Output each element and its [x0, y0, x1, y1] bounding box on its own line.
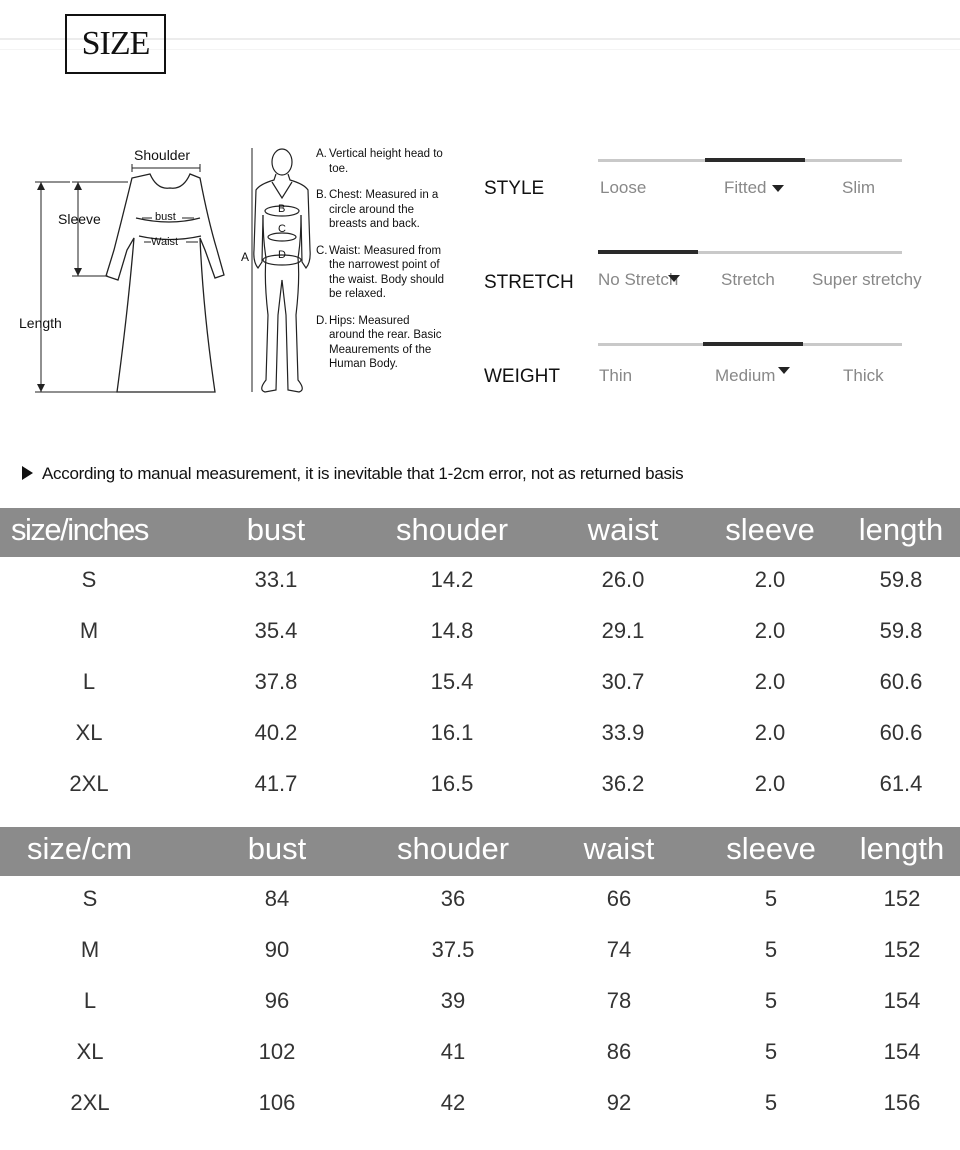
header-sleeve: sleeve — [725, 512, 815, 547]
cell-shoulder: 39 — [440, 988, 466, 1013]
note-b: B. Chest: Measured in a circle around the breasts and back. — [316, 189, 439, 230]
cell-sleeve: 2.0 — [754, 618, 786, 643]
table-row — [0, 659, 960, 710]
cell-size: 2XL — [70, 1090, 110, 1115]
table-row — [0, 557, 960, 608]
cell-sleeve: 5 — [764, 988, 778, 1013]
stretch-option-super: Super stretchy — [812, 270, 922, 289]
weight-option-medium: Medium — [715, 366, 776, 385]
header-length: length — [858, 512, 944, 547]
waist-label: Waist — [151, 236, 179, 248]
cell-waist: 66 — [606, 886, 632, 911]
header-waist: waist — [583, 831, 655, 866]
cell-waist: 26.0 — [601, 567, 645, 592]
cell-shoulder: 15.4 — [430, 669, 474, 694]
cell-shoulder: 16.5 — [430, 771, 474, 796]
cell-bust: 41.7 — [254, 771, 298, 796]
weight-label: WEIGHT — [484, 366, 560, 387]
cell-sleeve: 5 — [764, 937, 778, 962]
header-waist: waist — [587, 512, 659, 547]
cell-bust: 40.2 — [254, 720, 298, 745]
cell-shoulder: 16.1 — [430, 720, 474, 745]
cell-length: 59.8 — [879, 618, 923, 643]
weight-track — [598, 343, 902, 346]
measurement-notes — [316, 147, 446, 384]
cell-shoulder: 37.5 — [431, 937, 475, 962]
sleeve-label: Sleeve — [58, 211, 101, 227]
bust-label: bust — [155, 211, 176, 223]
note-c: C. Waist: Measured from the narrowest point of the waist. Body should be relaxed. — [316, 244, 445, 300]
header-length: length — [859, 831, 945, 866]
cell-size: M — [80, 937, 100, 962]
cell-size: 2XL — [69, 771, 109, 796]
weight-option-thin: Thin — [599, 366, 633, 385]
cell-size: L — [83, 988, 97, 1013]
cell-waist: 92 — [606, 1090, 632, 1115]
table-row — [0, 761, 960, 812]
cell-length: 154 — [883, 1039, 921, 1064]
table-header — [0, 508, 960, 557]
disclaimer: According to manual measurement, it is inevitable that 1-2cm error, not as returned basis — [22, 464, 683, 484]
cell-size: L — [82, 669, 96, 694]
cell-shoulder: 14.8 — [430, 618, 474, 643]
cell-bust: 96 — [264, 988, 290, 1013]
cell-length: 154 — [883, 988, 921, 1013]
cell-size: S — [81, 567, 97, 592]
table-row — [0, 1080, 960, 1131]
cell-length: 60.6 — [879, 720, 923, 745]
cell-waist: 29.1 — [601, 618, 645, 643]
cell-size: S — [82, 886, 98, 911]
style-option-fitted: Fitted — [724, 178, 784, 198]
body-label-c: C — [278, 223, 286, 235]
header-sleeve: sleeve — [726, 831, 816, 866]
weight-meter — [484, 342, 954, 402]
cell-bust: 35.4 — [254, 618, 298, 643]
cell-bust: 33.1 — [254, 567, 298, 592]
stretch-track — [598, 251, 902, 254]
note-a: A. Vertical height head to toe. — [316, 148, 443, 175]
cell-waist: 36.2 — [601, 771, 645, 796]
header-shoulder: shouder — [396, 831, 510, 866]
cell-bust: 84 — [264, 886, 290, 911]
body-label-a: A — [241, 250, 250, 264]
body-label-d: D — [278, 249, 286, 261]
cell-length: 61.4 — [879, 771, 923, 796]
cell-waist: 33.9 — [601, 720, 645, 745]
table-header — [0, 827, 960, 876]
table-row — [0, 608, 960, 659]
style-active-segment — [705, 158, 805, 162]
selected-marker-icon — [772, 185, 784, 192]
header-bust: bust — [247, 831, 307, 866]
selected-marker-icon — [778, 362, 790, 380]
note-d: D. Hips: Measured around the rear. Basic Meaurements of the Human Body. — [316, 314, 442, 370]
cell-size: M — [79, 618, 99, 643]
header-size: size/inches — [11, 512, 148, 547]
cell-bust: 106 — [258, 1090, 296, 1115]
style-option-loose: Loose — [600, 178, 647, 197]
cell-sleeve: 5 — [764, 1039, 778, 1064]
table-row — [0, 978, 960, 1029]
cell-bust: 37.8 — [254, 669, 298, 694]
body-label-b: B — [278, 203, 286, 215]
size-table-cm — [0, 827, 960, 1131]
style-meter — [484, 158, 954, 218]
stretch-option-none: No Stretch — [598, 270, 679, 289]
length-label: Length — [19, 315, 62, 331]
page-title: SIZE — [65, 14, 166, 74]
cell-length: 59.8 — [879, 567, 923, 592]
cell-waist: 74 — [606, 937, 632, 962]
cell-waist: 78 — [606, 988, 632, 1013]
cell-size: XL — [75, 720, 103, 745]
cell-sleeve: 2.0 — [754, 669, 786, 694]
cell-length: 152 — [883, 886, 921, 911]
stretch-option-stretch: Stretch — [721, 270, 775, 289]
cell-shoulder: 36 — [440, 886, 466, 911]
cell-shoulder: 14.2 — [430, 567, 474, 592]
cell-sleeve: 2.0 — [754, 567, 786, 592]
stretch-meter — [484, 250, 954, 310]
header-size: size/cm — [27, 831, 133, 866]
stretch-active-segment — [598, 250, 698, 254]
cell-shoulder: 41 — [440, 1039, 466, 1064]
weight-active-segment — [703, 342, 803, 346]
stretch-label: STRETCH — [484, 272, 574, 293]
table-row — [0, 876, 960, 927]
table-row — [0, 927, 960, 978]
cell-length: 156 — [883, 1090, 921, 1115]
cell-size: XL — [76, 1039, 104, 1064]
cell-waist: 86 — [606, 1039, 632, 1064]
style-option-slim: Slim — [842, 178, 876, 197]
cell-sleeve: 5 — [764, 1090, 778, 1115]
size-table-inches — [0, 508, 960, 812]
cell-waist: 30.7 — [601, 669, 645, 694]
shoulder-label: Shoulder — [134, 147, 191, 163]
cell-length: 60.6 — [879, 669, 923, 694]
cell-length: 152 — [883, 937, 921, 962]
style-label: STYLE — [484, 178, 545, 199]
cell-bust: 90 — [264, 937, 290, 962]
cell-sleeve: 2.0 — [754, 720, 786, 745]
header-shoulder: shouder — [395, 512, 509, 547]
table-row — [0, 710, 960, 761]
weight-option-thick: Thick — [843, 366, 884, 385]
play-arrow-icon — [22, 466, 33, 480]
cell-sleeve: 2.0 — [754, 771, 786, 796]
table-row — [0, 1029, 960, 1080]
style-track — [598, 159, 902, 162]
selected-marker-icon — [668, 270, 680, 288]
header-bust: bust — [246, 512, 306, 547]
cell-sleeve: 5 — [764, 886, 778, 911]
cell-shoulder: 42 — [440, 1090, 466, 1115]
cell-bust: 102 — [258, 1039, 296, 1064]
